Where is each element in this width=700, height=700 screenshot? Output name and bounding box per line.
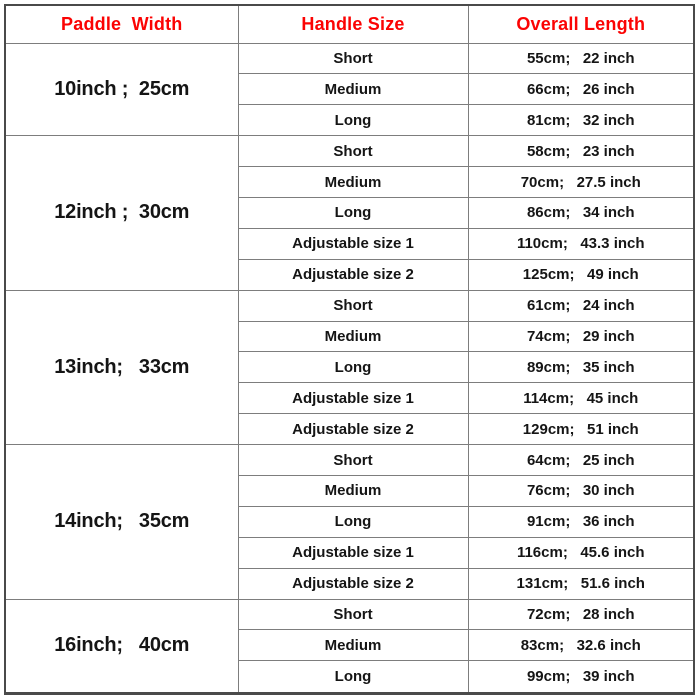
handle-size-cell: Short bbox=[238, 136, 468, 167]
overall-length-cell: 83cm; 32.6 inch bbox=[468, 630, 694, 661]
handle-size-cell: Medium bbox=[238, 167, 468, 198]
overall-length-cell: 116cm; 45.6 inch bbox=[468, 537, 694, 568]
table-row bbox=[5, 599, 694, 630]
overall-length-cell: 91cm; 36 inch bbox=[468, 506, 694, 537]
paddle-width-cell: 10inch ; 25cm bbox=[5, 43, 238, 136]
col-header-overall-length: Overall Length bbox=[468, 5, 694, 43]
overall-length-cell: 86cm; 34 inch bbox=[468, 197, 694, 228]
handle-size-cell: Short bbox=[238, 445, 468, 476]
overall-length-cell: 110cm; 43.3 inch bbox=[468, 228, 694, 259]
overall-length-cell: 131cm; 51.6 inch bbox=[468, 568, 694, 599]
overall-length-cell: 74cm; 29 inch bbox=[468, 321, 694, 352]
overall-length-cell: 66cm; 26 inch bbox=[468, 74, 694, 105]
table-row bbox=[5, 136, 694, 167]
overall-length-cell: 70cm; 27.5 inch bbox=[468, 167, 694, 198]
handle-size-cell: Long bbox=[238, 506, 468, 537]
handle-size-cell: Short bbox=[238, 599, 468, 630]
overall-length-cell: 58cm; 23 inch bbox=[468, 136, 694, 167]
overall-length-cell: 89cm; 35 inch bbox=[468, 352, 694, 383]
paddle-width-cell: 14inch; 35cm bbox=[5, 445, 238, 599]
handle-size-cell: Adjustable size 2 bbox=[238, 259, 468, 290]
handle-size-cell: Long bbox=[238, 105, 468, 136]
col-header-handle-size: Handle Size bbox=[238, 5, 468, 43]
handle-size-cell: Medium bbox=[238, 630, 468, 661]
overall-length-cell: 76cm; 30 inch bbox=[468, 475, 694, 506]
overall-length-cell: 64cm; 25 inch bbox=[468, 445, 694, 476]
handle-size-cell: Long bbox=[238, 352, 468, 383]
overall-length-cell: 61cm; 24 inch bbox=[468, 290, 694, 321]
table-body bbox=[5, 43, 694, 694]
overall-length-cell: 114cm; 45 inch bbox=[468, 383, 694, 414]
handle-size-cell: Long bbox=[238, 661, 468, 694]
overall-length-cell: 55cm; 22 inch bbox=[468, 43, 694, 74]
size-table bbox=[4, 4, 695, 695]
paddle-width-cell: 13inch; 33cm bbox=[5, 290, 238, 444]
overall-length-cell: 81cm; 32 inch bbox=[468, 105, 694, 136]
handle-size-cell: Adjustable size 2 bbox=[238, 568, 468, 599]
handle-size-cell: Adjustable size 2 bbox=[238, 414, 468, 445]
handle-size-cell: Adjustable size 1 bbox=[238, 383, 468, 414]
col-header-paddle-width: Paddle Width bbox=[5, 5, 238, 43]
handle-size-cell: Adjustable size 1 bbox=[238, 537, 468, 568]
paddle-width-cell: 12inch ; 30cm bbox=[5, 136, 238, 290]
handle-size-cell: Short bbox=[238, 43, 468, 74]
paddle-width-cell: 16inch; 40cm bbox=[5, 599, 238, 693]
overall-length-cell: 72cm; 28 inch bbox=[468, 599, 694, 630]
overall-length-cell: 129cm; 51 inch bbox=[468, 414, 694, 445]
handle-size-cell: Long bbox=[238, 197, 468, 228]
table-row bbox=[5, 43, 694, 74]
handle-size-cell: Medium bbox=[238, 321, 468, 352]
handle-size-cell: Medium bbox=[238, 74, 468, 105]
handle-size-cell: Short bbox=[238, 290, 468, 321]
handle-size-cell: Adjustable size 1 bbox=[238, 228, 468, 259]
overall-length-cell: 99cm; 39 inch bbox=[468, 661, 694, 694]
table-row bbox=[5, 290, 694, 321]
handle-size-cell: Medium bbox=[238, 475, 468, 506]
table-row bbox=[5, 445, 694, 476]
overall-length-cell: 125cm; 49 inch bbox=[468, 259, 694, 290]
header-row bbox=[5, 5, 694, 43]
